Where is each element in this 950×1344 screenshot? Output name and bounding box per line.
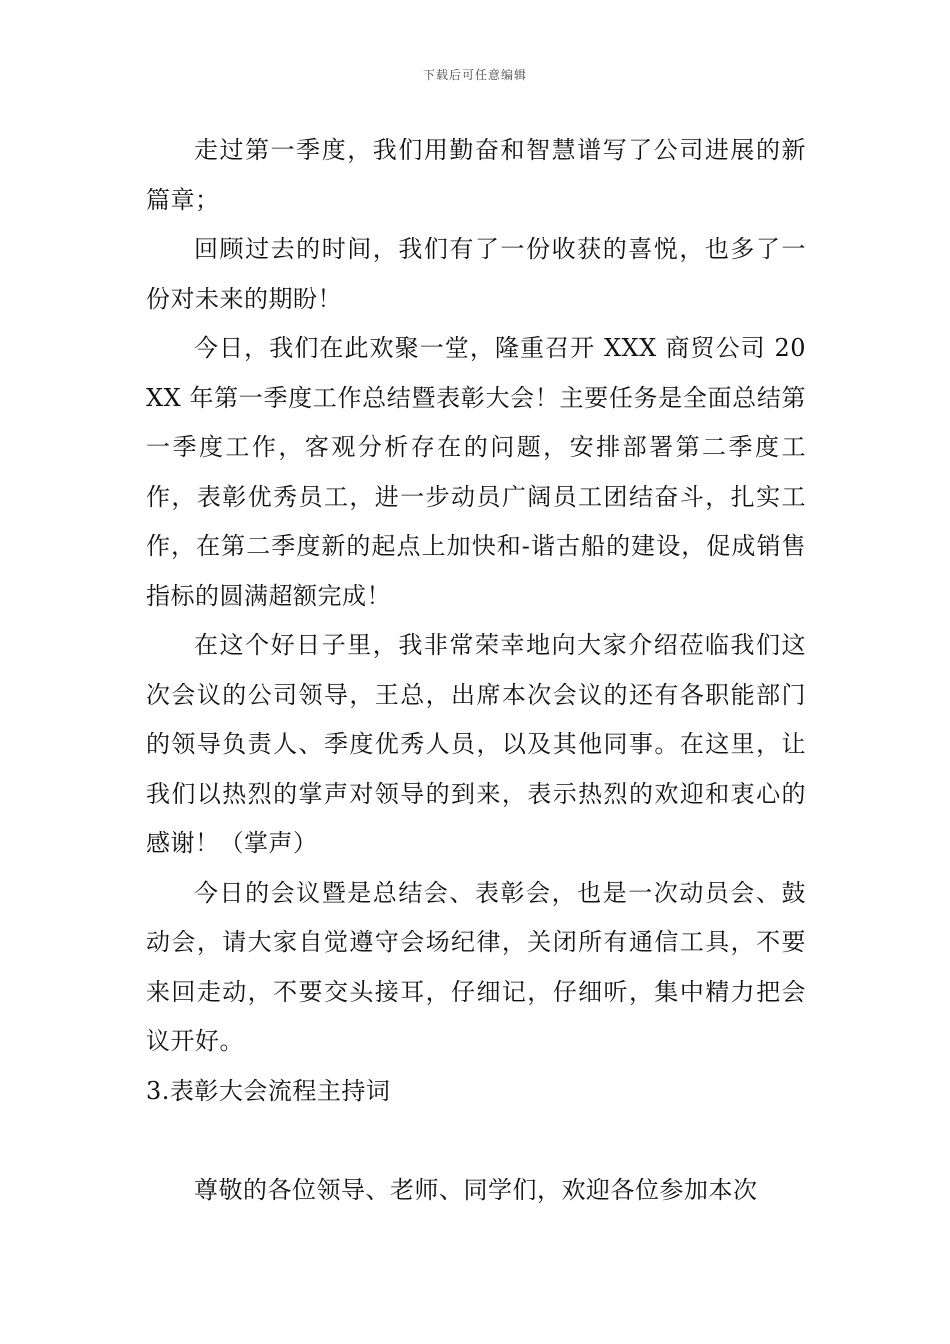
blank-line: [146, 1116, 806, 1166]
closing-paragraph: 尊敬的各位领导、老师、同学们，欢迎各位参加本次: [194, 1175, 758, 1204]
section-heading: 3.表彰大会流程主持词: [146, 1076, 391, 1105]
paragraph-2: 回顾过去的时间，我们有了一份收获的喜悦，也多了一份对未来的期盼！: [146, 235, 806, 313]
document-body: [146, 126, 806, 1215]
paragraph-3: 今日，我们在此欢聚一堂，隆重召开 XXX 商贸公司 20XX 年第一季度工作总结暨表彰大会！主要任务是全面总结第一季度工作，客观分析存在的问题，安排部署第二季度工作，表彰优秀员工，进一步动员广阔员工团结奋斗，扎实工作，在第二季度新的起点上加快和-谐古船的建设，促成销售指标的圆满超额完成！: [146, 334, 806, 610]
page-header-note: 下载后可任意编辑: [422, 68, 527, 82]
paragraph-4: 在这个好日子里，我非常荣幸地向大家介绍莅临我们这次会议的公司领导，王总，出席本次会议的还有各职能部门的领导负责人、季度优秀人员，以及其他同事。在这里，让我们以热烈的掌声对领导的到来，表示热烈的欢迎和衷心的感谢！（掌声）: [146, 631, 806, 857]
paragraph-1: 走过第一季度，我们用勤奋和智慧谱写了公司进展的新篇章；: [146, 136, 806, 214]
paragraph-5: 今日的会议暨是总结会、表彰会，也是一次动员会、鼓动会，请大家自觉遵守会场纪律，关闭所有通信工具，不要来回走动，不要交头接耳，仔细记，仔细听，集中精力把会议开好。: [146, 878, 806, 1055]
